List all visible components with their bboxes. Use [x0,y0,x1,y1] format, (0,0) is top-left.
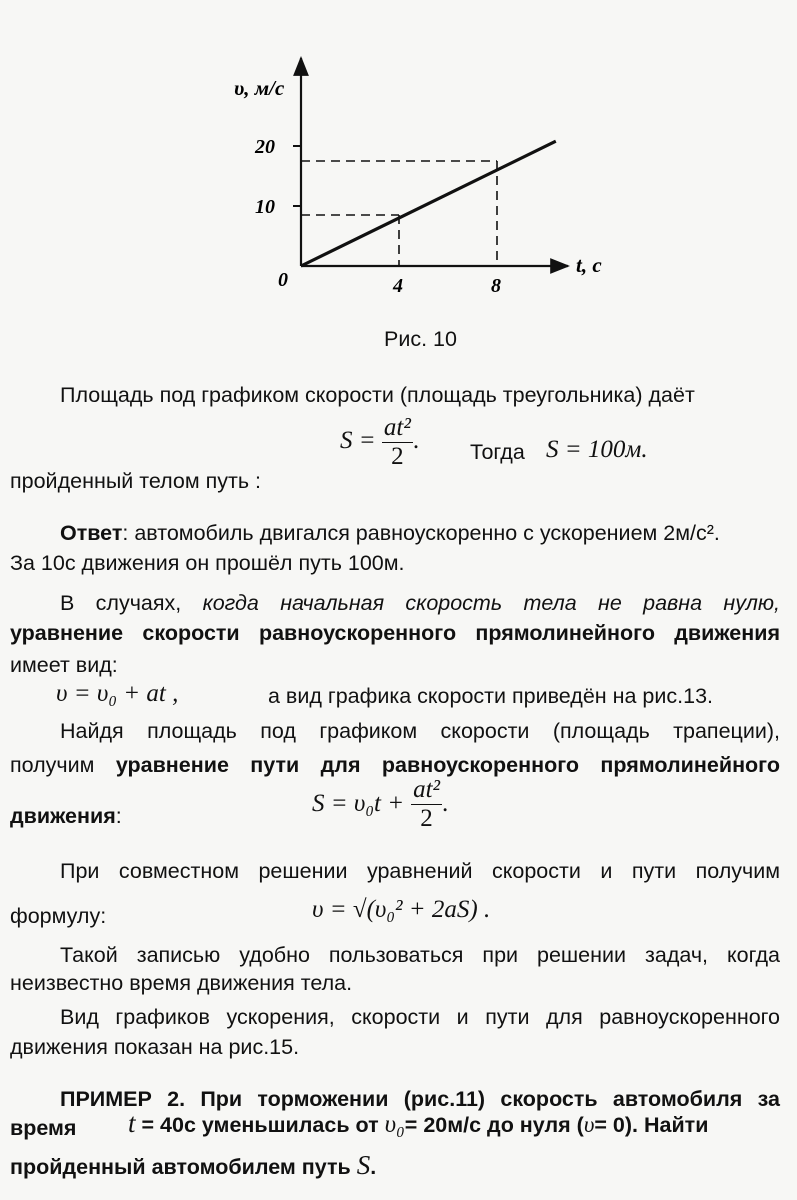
example-v: υ [583,1112,595,1137]
example-mid: = 40с уменьшилась от [141,1113,379,1137]
x-tick-label-8: 8 [491,275,501,297]
formula-word: формулу: [10,904,107,928]
origin-label: 0 [278,269,288,291]
y-axis-label: υ, м/с [234,76,285,100]
x-tick-label-4: 4 [393,275,403,297]
example-time-word: время [10,1116,77,1140]
example-line-3 [10,1150,376,1181]
answer-line [60,518,780,548]
example-S: S [356,1150,371,1180]
motion-bold: движения [10,804,116,828]
velocity-formula: υ = υ₀ + at , [56,680,179,707]
case-line-2: уравнение скорости равноускоренного прямолинейного движения [10,621,780,645]
case-line-1 [60,588,780,618]
formula1-end: . [412,427,420,455]
figure-caption: Рис. 10 [384,327,457,351]
formula1-numerator: at² [383,414,411,441]
joint-line: При совместном решении уравнений скорости и пути получим [60,859,780,883]
answer-text: : автомобиль двигался равноускоренно с ускорением 2м/с². [122,521,720,545]
velocity-time-chart [0,40,797,360]
graphs-line-2: движения показан на рис.15. [10,1035,300,1059]
example-t: t [128,1108,136,1138]
y-tick-label-10: 10 [255,196,275,218]
answer-line-2: За 10с движения он прошёл путь 100м. [10,551,405,575]
obtain-word: получим [10,753,95,777]
trapezoid-line: Найдя площадь под графиком скорости (площадь трапеции), [60,719,780,743]
formula1-left: S = [340,427,376,455]
example-line3-text: пройденный автомобилем путь [10,1155,351,1179]
formula1-fraction [382,414,413,471]
motion-colon: : [115,804,122,828]
example-line-2 [128,1108,708,1139]
convenient-line-1: Такой записью удобно пользоваться при решении задач, когда [60,943,780,967]
area-intro-line: Площадь под графиком скорости (площадь треугольника) даёт [60,383,695,407]
path-label: пройденный телом путь : [10,469,261,493]
formula2-numerator: at² [413,776,441,803]
example-v0: υ₀ [384,1111,405,1138]
convenient-line-2: неизвестно время движения тела. [10,971,353,995]
formula2-end: . [442,790,449,818]
formula1-denominator: 2 [391,443,404,470]
formula-path-triangle [340,414,419,471]
formula2-denominator: 2 [420,805,433,832]
answer-label: Ответ [60,521,123,545]
example-end: = 0). Найти [594,1113,709,1137]
case-line-3: имеет вид: [10,653,118,677]
formula-path-general [312,776,448,833]
x-axis-label: t, с [576,253,602,277]
graphs-line-1: Вид графиков ускорения, скорости и пути для равноускоренного [60,1005,780,1029]
formula-velocity-path: υ = √(υ₀² + 2aS) . [312,896,491,923]
formula2-left: S = υ₀t + [312,790,405,818]
example-mid2: = 20м/с до нуля ( [404,1113,584,1137]
example-dot: . [370,1155,377,1179]
velocity-graph-note: а вид графика скорости приведён на рис.13. [268,684,714,708]
motion-word [10,804,122,829]
case-italic: когда начальная скорость тела не равна нулю, [202,591,780,615]
case-start: В случаях, [60,591,182,615]
formula2-fraction [411,776,442,833]
example-line-1: ПРИМЕР 2. При торможении (рис.11) скорость автомобиля за [60,1087,780,1111]
y-tick-label-20: 20 [255,136,275,158]
then-word: Тогда [470,440,525,464]
formula1-result: S = 100м. [546,436,648,463]
velocity-line [301,141,556,266]
path-equation-bold: уравнение пути для равноускоренного прямолинейного [115,753,780,777]
